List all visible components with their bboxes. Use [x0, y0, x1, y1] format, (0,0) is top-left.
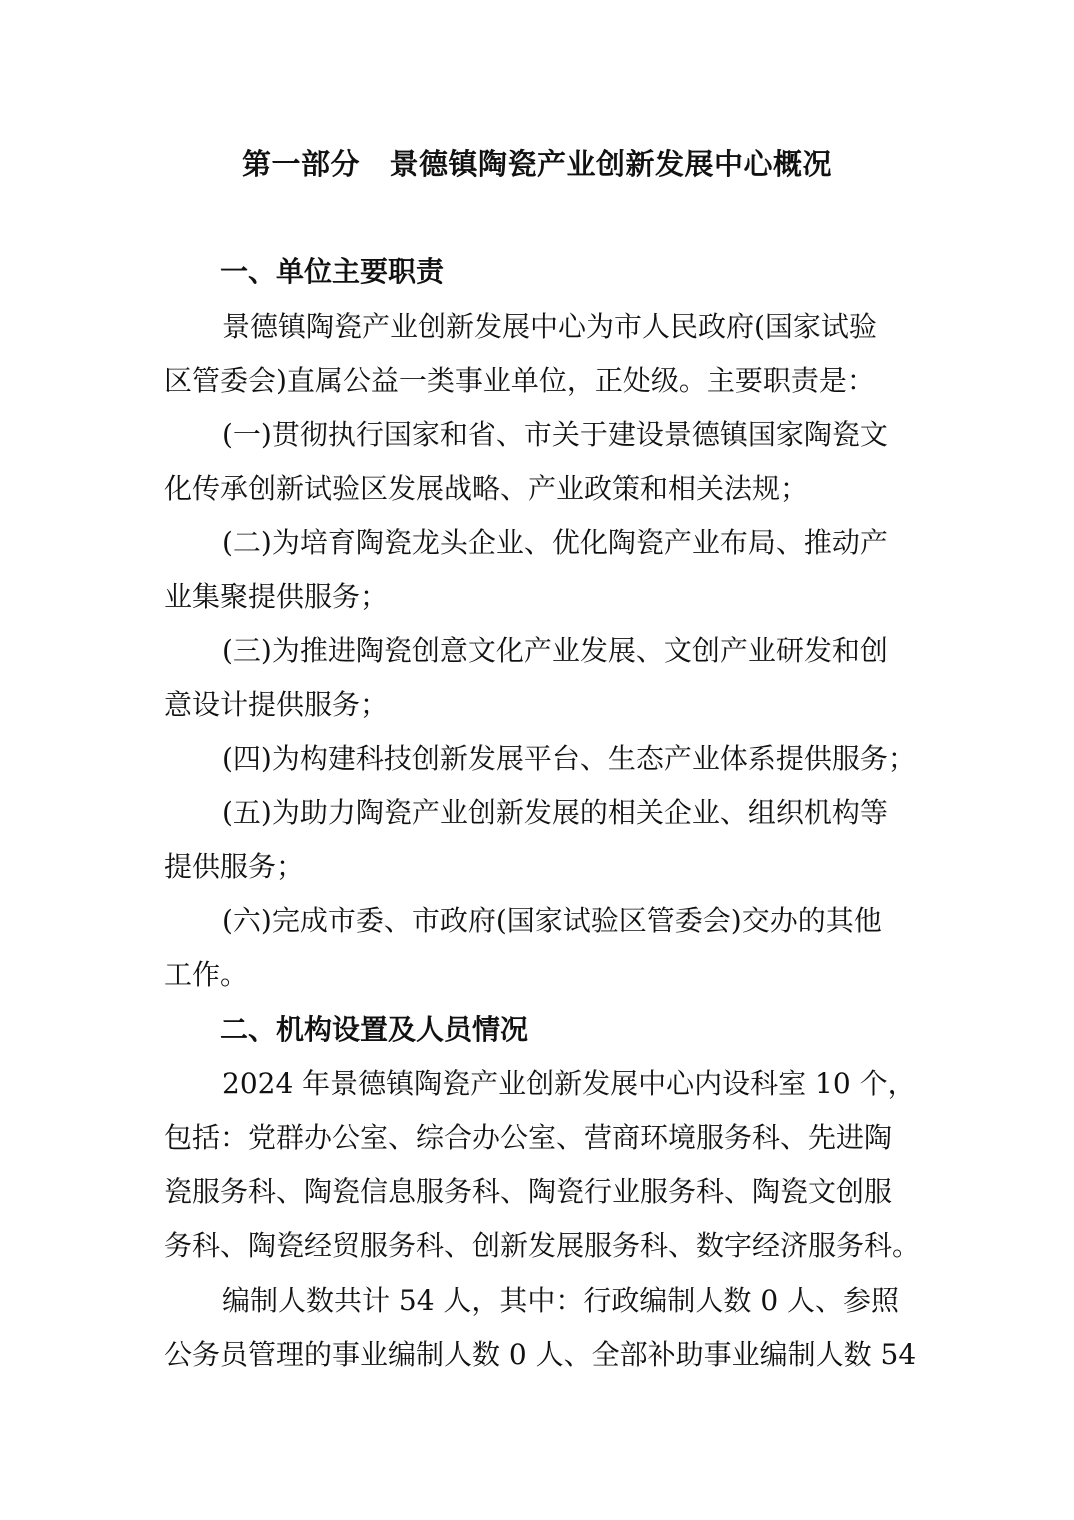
paragraph-line: 包括：党群办公室、综合办公室、营商环境服务科、先进陶	[164, 1121, 893, 1154]
paragraph-line: 公务员管理的事业编制人数 0 人、全部补助事业编制人数 54	[164, 1338, 917, 1371]
section-heading-duties: 一、单位主要职责	[220, 255, 445, 288]
paragraph-line: (三)为推进陶瓷创意文化产业发展、文创产业研发和创	[222, 634, 888, 667]
paragraph-line: (四)为构建科技创新发展平台、生态产业体系提供服务；	[222, 742, 916, 775]
paragraph-line: 2024 年景德镇陶瓷产业创新发展中心内设科室 10 个，	[222, 1067, 916, 1100]
paragraph-line: 编制人数共计 54 人，其中：行政编制人数 0 人、参照	[222, 1284, 900, 1317]
paragraph-line: (六)完成市委、市政府(国家试验区管委会)交办的其他	[222, 904, 882, 937]
paragraph-line: 工作。	[164, 958, 249, 991]
paragraph-line: 业集聚提供服务；	[164, 580, 389, 613]
paragraph-line: 务科、陶瓷经贸服务科、创新发展服务科、数字经济服务科。	[164, 1229, 921, 1262]
page-title: 第一部分 景德镇陶瓷产业创新发展中心概况	[241, 147, 832, 181]
paragraph-line: 意设计提供服务；	[164, 688, 389, 721]
paragraph-line: 景德镇陶瓷产业创新发展中心为市人民政府(国家试验	[222, 310, 877, 343]
paragraph-line: 区管委会)直属公益一类事业单位，正处级。主要职责是：	[164, 364, 875, 397]
paragraph-line: (二)为培育陶瓷龙头企业、优化陶瓷产业布局、推动产	[222, 526, 888, 559]
section-heading-organization: 二、机构设置及人员情况	[220, 1013, 529, 1046]
paragraph-line: (五)为助力陶瓷产业创新发展的相关企业、组织机构等	[222, 796, 888, 829]
paragraph-line: 化传承创新试验区发展战略、产业政策和相关法规；	[164, 472, 809, 505]
paragraph-line: (一)贯彻执行国家和省、市关于建设景德镇国家陶瓷文	[222, 418, 888, 451]
paragraph-line: 提供服务；	[164, 850, 305, 883]
paragraph-line: 瓷服务科、陶瓷信息服务科、陶瓷行业服务科、陶瓷文创服	[164, 1175, 893, 1208]
